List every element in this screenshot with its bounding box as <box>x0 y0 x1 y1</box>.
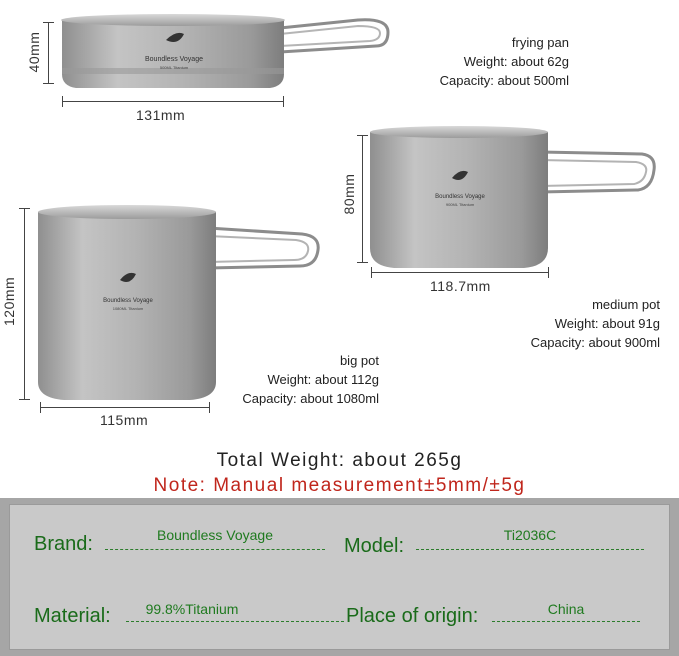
origin-underline <box>492 621 640 622</box>
brand-key: Brand: <box>34 533 93 555</box>
total-weight: Total Weight: about 265g <box>216 450 463 471</box>
big-pot-capacity: Capacity: about 1080ml <box>242 391 379 406</box>
big-pot-height-line <box>24 208 25 400</box>
frying-pan-title: frying pan <box>511 35 569 50</box>
material-underline <box>126 621 344 622</box>
frying-pan-height-line <box>48 22 49 84</box>
big-pot-material-mark: 1080ML Titanium <box>112 306 144 311</box>
big-pot-weight: Weight: about 112g <box>267 372 379 387</box>
frying-pan-height-label: 40mm <box>26 31 42 73</box>
medium-pot-brand-mark: Boundless Voyage <box>435 194 485 200</box>
big-pot-brand-mark: Boundless Voyage <box>103 298 153 304</box>
big-pot-width-label: 115mm <box>100 412 149 428</box>
brand-underline <box>105 549 325 550</box>
big-pot-width-line <box>40 407 210 408</box>
material-key: Material: <box>34 605 111 627</box>
spec-panel <box>0 498 679 656</box>
medium-pot-image <box>364 118 664 273</box>
medium-pot-width-label: 118.7mm <box>430 278 491 294</box>
medium-pot-height-line <box>362 135 363 263</box>
frying-pan-width-line <box>62 101 284 102</box>
medium-pot-title: medium pot <box>592 297 660 312</box>
big-pot-specs <box>242 351 379 408</box>
origin-value: China <box>547 601 585 617</box>
frying-pan-weight: Weight: about 62g <box>463 54 569 69</box>
model-key: Model: <box>344 535 405 557</box>
medium-pot-weight: Weight: about 91g <box>554 316 660 331</box>
frying-pan-material-mark: 500ML Titanium <box>159 65 189 70</box>
measurement-note: Note: Manual measurement±5mm/±5g <box>153 475 526 496</box>
medium-pot-material-mark: 900ML Titanium <box>445 202 475 207</box>
brand-value: Boundless Voyage <box>157 527 273 543</box>
medium-pot-specs <box>531 295 660 352</box>
spec-panel-inner <box>9 504 670 650</box>
big-pot-height-label: 120mm <box>1 276 17 326</box>
medium-pot-width-line <box>371 272 549 273</box>
frying-pan-image <box>58 6 398 96</box>
frying-pan-brand-mark: Boundless Voyage <box>145 56 203 63</box>
model-underline <box>416 549 644 550</box>
medium-pot-height-label: 80mm <box>341 173 357 215</box>
origin-key: Place of origin: <box>346 605 479 627</box>
frying-pan-capacity: Capacity: about 500ml <box>439 73 569 88</box>
model-value: Ti2036C <box>503 527 557 543</box>
big-pot-title: big pot <box>339 353 379 368</box>
frying-pan-width-label: 131mm <box>136 107 186 123</box>
medium-pot-capacity: Capacity: about 900ml <box>530 335 660 350</box>
frying-pan-specs <box>440 33 569 90</box>
material-value: 99.8%Titanium <box>145 601 239 617</box>
